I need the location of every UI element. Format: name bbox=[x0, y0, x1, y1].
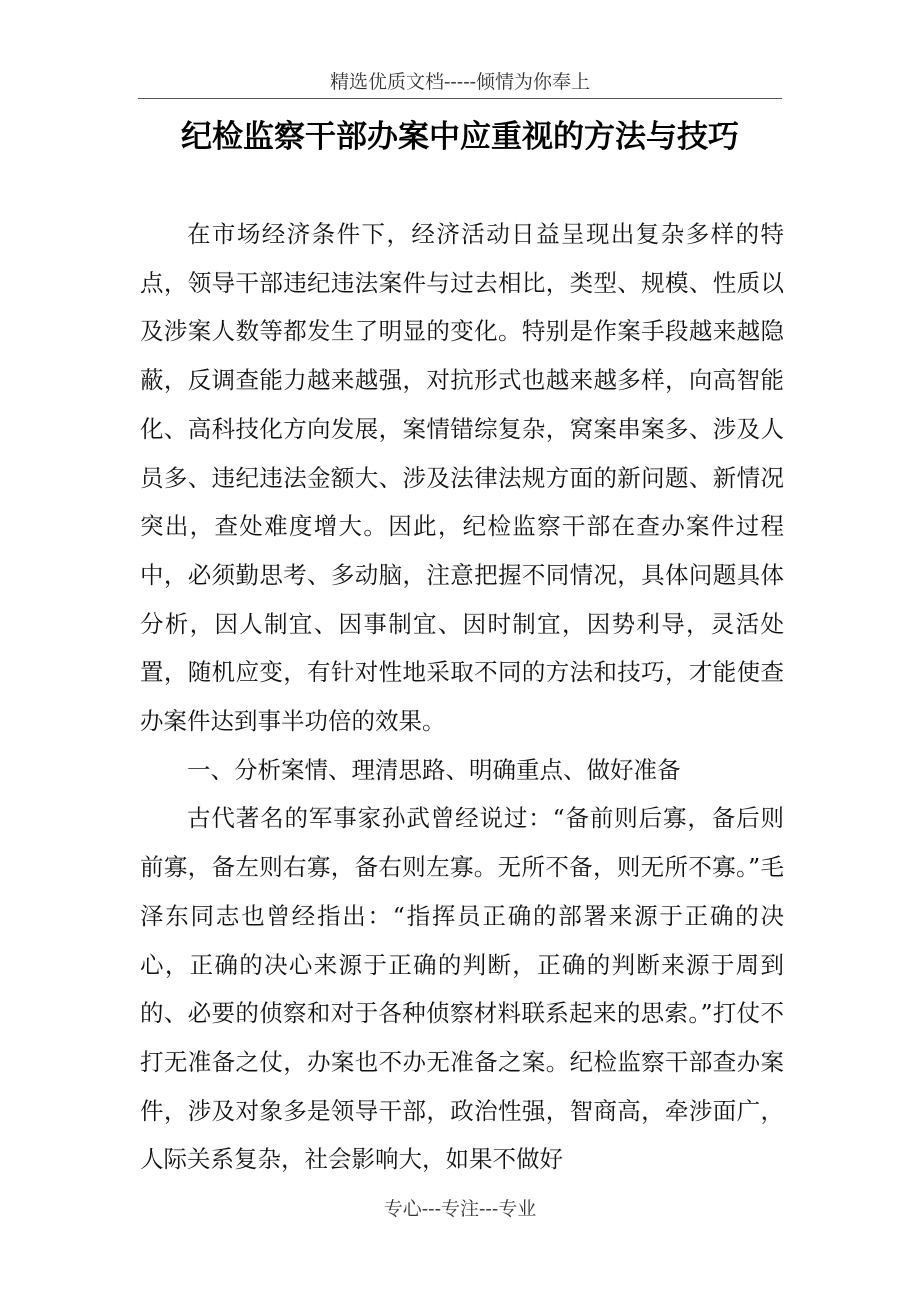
section-heading-1: 一、分析案情、理清思路、明确重点、做好准备 bbox=[187, 755, 681, 784]
page-footer bbox=[138, 1194, 782, 1224]
document-title: 纪检监察干部办案中应重视的方法与技巧 bbox=[181, 119, 739, 155]
paragraph-section-1: 古代著名的军事家孙武曾经说过：“备前则后寡，备后则前寡，备左则右寡，备右则左寡。无所不备，则无所不寡。”毛泽东同志也曾经指出：“指挥员正确的部署来源于正确的决心，正确的决心来源于正确的判断，正确的判断来源于周到的、必要的侦察和对于各种侦察材料联系起来的思索。”打仗不打无准备之仗，办案也不办无准备之案。纪检监察干部查办案件，涉及对象多是领导干部，政治性强，智商高，牵涉面广，人际关系复杂，社会影响大，如果不做好 bbox=[140, 804, 784, 1174]
page-header bbox=[138, 66, 782, 99]
page-footer-text: 专心---专注---专业 bbox=[383, 1198, 537, 1220]
document-body bbox=[140, 210, 784, 1184]
paragraph-intro: 在市场经济条件下，经济活动日益呈现出复杂多样的特点，领导干部违纪违法案件与过去相比，类型、规模、性质以及涉案人数等都发生了明显的变化。特别是作案手段越来越隐蔽，反调查能力越来越强，对抗形式也越来越多样，向高智能化、高科技化方向发展，案情错综复杂，窝案串案多、涉及人员多、违纪违法金额大、涉及法律法规方面的新问题、新情况突出，查处难度增大。因此，纪检监察干部在查办案件过程中，必须勤思考、多动脑，注意把握不同情况，具体问题具体分析，因人制宜、因事制宜、因时制宜，因势利导，灵活处置，随机应变，有针对性地采取不同的方法和技巧，才能使查办案件达到事半功倍的效果。 bbox=[140, 220, 784, 736]
page-header-text: 精选优质文档-----倾情为你奉上 bbox=[329, 71, 591, 93]
